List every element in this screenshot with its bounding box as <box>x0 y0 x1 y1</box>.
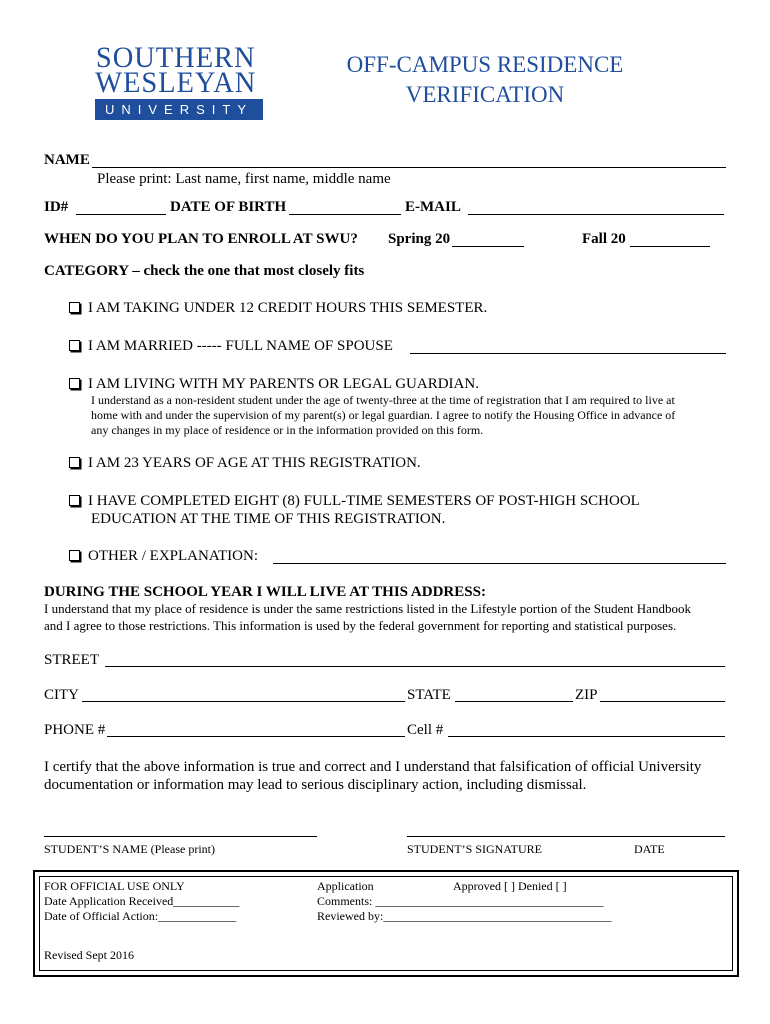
revised-date: Revised Sept 2016 <box>44 948 134 962</box>
street-label: STREET <box>44 652 99 668</box>
spring-input-line[interactable] <box>452 246 524 247</box>
certify-line-1: I certify that the above information is true and correct and I understand that falsification of official University <box>44 759 702 775</box>
name-input-line[interactable] <box>92 167 726 168</box>
fall-input-line[interactable] <box>630 246 710 247</box>
option-eight-semesters-line-2: EDUCATION AT THE TIME OF THIS REGISTRATION. <box>91 511 446 527</box>
city-label: CITY <box>44 687 79 703</box>
name-label: NAME <box>44 152 90 168</box>
date-label: DATE <box>634 842 665 856</box>
option-age-23[interactable] <box>69 455 421 472</box>
official-reviewed-by: Reviewed by:______________________________________ <box>317 909 612 923</box>
checkbox-icon[interactable] <box>69 457 80 468</box>
parents-note-line-2: home with and under the supervision of my parent(s) or legal guardian. I agree to notify the Housing Office in advance of <box>91 408 676 422</box>
city-input-line[interactable] <box>82 701 405 702</box>
official-heading: FOR OFFICIAL USE ONLY <box>44 879 185 893</box>
certify-line-2: documentation or information may lead to serious disciplinary action, including dismissal. <box>44 777 587 793</box>
email-label: E-MAIL <box>405 199 461 215</box>
id-label: ID# <box>44 199 69 215</box>
logo-line-2: WESLEYAN <box>95 66 257 99</box>
university-logo <box>95 41 265 120</box>
checkbox-icon[interactable] <box>69 495 80 506</box>
student-name-label: STUDENT’S NAME (Please print) <box>44 842 215 856</box>
option-label: I AM LIVING WITH MY PARENTS OR LEGAL GUARDIAN. <box>88 376 479 392</box>
form-title-line-2: VERIFICATION <box>405 82 565 107</box>
category-heading: CATEGORY – check the one that most closely fits <box>44 263 365 279</box>
option-label: I AM MARRIED ----- FULL NAME OF SPOUSE <box>88 338 393 354</box>
option-living-with-parents[interactable] <box>69 376 479 393</box>
checkbox-icon[interactable] <box>69 378 80 389</box>
spouse-name-line[interactable] <box>410 353 726 354</box>
checkbox-icon[interactable] <box>69 340 80 351</box>
address-note-line-2: and I agree to those restrictions. This information is used by the federal government for reporting and statistical purposes. <box>44 618 677 633</box>
form-title-line-1: OFF-CAMPUS RESIDENCE <box>346 52 624 77</box>
official-comments: Comments: ______________________________________ <box>317 894 604 908</box>
checkbox-icon[interactable] <box>69 550 80 561</box>
other-explanation-line[interactable] <box>273 563 726 564</box>
address-note-line-1: I understand that my place of residence is under the same restrictions listed in the Lifestyle portion of the Student Handbook <box>44 601 691 616</box>
zip-input-line[interactable] <box>600 701 725 702</box>
id-input-line[interactable] <box>76 214 166 215</box>
logo-line-1: SOUTHERN <box>95 41 256 74</box>
option-married[interactable] <box>69 338 393 355</box>
phone-input-line[interactable] <box>107 736 405 737</box>
student-name-line[interactable] <box>44 836 317 837</box>
checkbox-icon[interactable] <box>69 302 80 313</box>
parents-note-line-1: I understand as a non-resident student under the age of twenty-three at the time of registration that I am required to live at <box>91 393 675 407</box>
street-input-line[interactable] <box>105 666 725 667</box>
student-signature-label: STUDENT’S SIGNATURE <box>407 842 542 856</box>
logo-line-3: UNIVERSITY <box>95 99 263 120</box>
phone-label: PHONE # <box>44 722 106 738</box>
option-eight-semesters[interactable] <box>69 493 640 510</box>
name-hint: Please print: Last name, first name, middle name <box>97 171 391 187</box>
option-other[interactable] <box>69 548 258 565</box>
option-label: I HAVE COMPLETED EIGHT (8) FULL-TIME SEMESTERS OF POST-HIGH SCHOOL <box>88 493 640 509</box>
official-application: Application <box>317 879 374 893</box>
official-date-action: Date of Official Action:_____________ <box>44 909 237 923</box>
fall-label: Fall 20 <box>582 231 626 247</box>
signature-date-line[interactable] <box>407 836 725 837</box>
address-heading: DURING THE SCHOOL YEAR I WILL LIVE AT THIS ADDRESS: <box>44 584 486 600</box>
dob-label: DATE OF BIRTH <box>170 199 287 215</box>
enroll-question: WHEN DO YOU PLAN TO ENROLL AT SWU? <box>44 231 358 247</box>
option-label: I AM 23 YEARS OF AGE AT THIS REGISTRATION. <box>88 455 421 471</box>
parents-note-line-3: any changes in my place of residence or in the information provided on this form. <box>91 423 484 437</box>
official-approved-denied: Approved [ ] Denied [ ] <box>453 879 567 893</box>
state-input-line[interactable] <box>455 701 573 702</box>
official-use-box <box>33 870 739 977</box>
dob-input-line[interactable] <box>289 214 401 215</box>
official-date-received: Date Application Received___________ <box>44 894 240 908</box>
cell-input-line[interactable] <box>448 736 725 737</box>
cell-label: Cell # <box>407 722 444 738</box>
spring-label: Spring 20 <box>388 231 451 247</box>
option-label: OTHER / EXPLANATION: <box>88 548 258 564</box>
option-under-12-credits[interactable] <box>69 300 487 317</box>
option-label: I AM TAKING UNDER 12 CREDIT HOURS THIS SEMESTER. <box>88 300 488 316</box>
state-label: STATE <box>407 687 451 703</box>
zip-label: ZIP <box>575 687 598 703</box>
email-input-line[interactable] <box>468 214 724 215</box>
